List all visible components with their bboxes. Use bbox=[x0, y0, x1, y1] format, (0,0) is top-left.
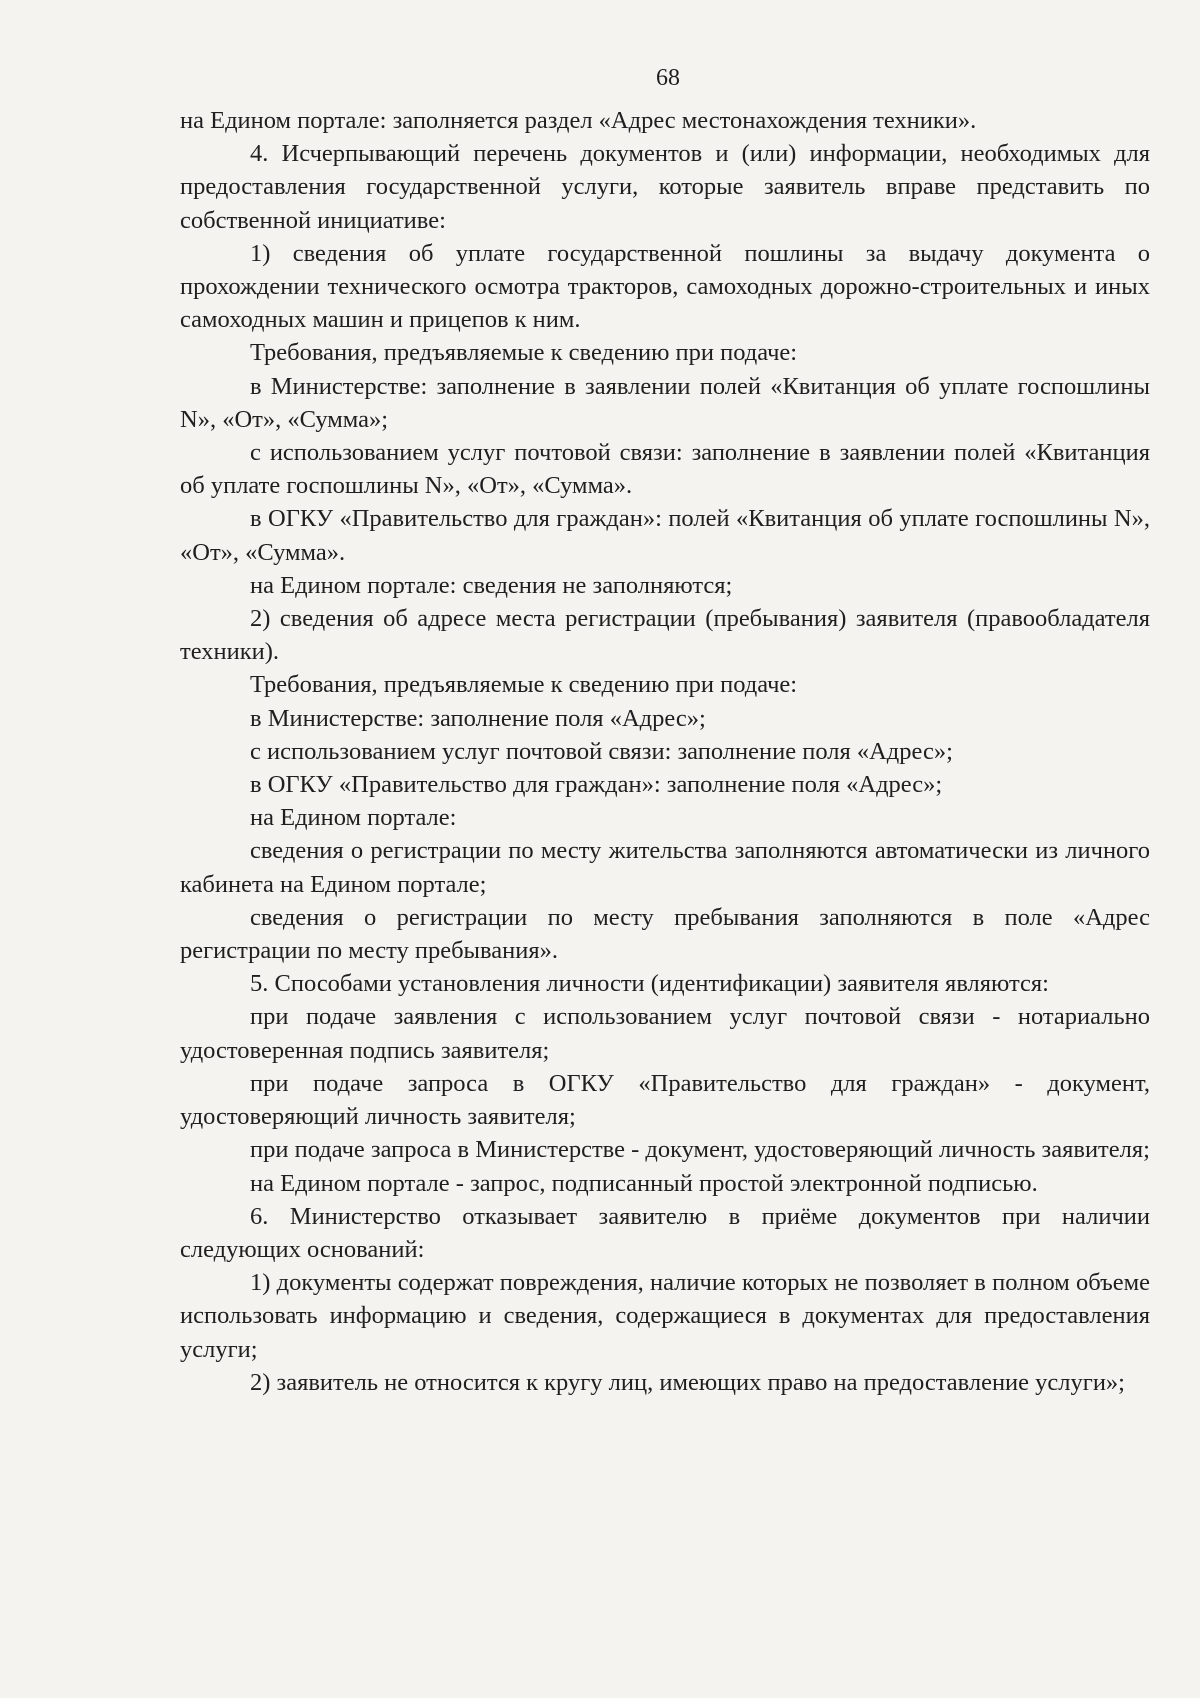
paragraph: в Министерстве: заполнение в заявлении полей «Квитанция об уплате госпошлины N», «От», «Сумма»; bbox=[180, 372, 1150, 433]
paragraph: 4. Исчерпывающий перечень документов и (или) информации, необходимых для предоставления государственной услуги, которые заявитель вправе представить по собственной инициативе: bbox=[180, 140, 1150, 234]
paragraph: при подаче заявления с использованием услуг почтовой связи - нотариально удостоверенная подпись заявителя; bbox=[180, 1003, 1150, 1064]
paragraph: 1) сведения об уплате государственной пошлины за выдачу документа о прохождении технического осмотра тракторов, самоходных дорожно-строительных и иных самоходных машин и прицепов к ним. bbox=[180, 239, 1150, 334]
paragraph: 5. Способами установления личности (идентификации) заявителя являются: bbox=[250, 970, 1049, 998]
paragraph: сведения о регистрации по месту жительства заполняются автоматически из личного кабинета на Едином портале; bbox=[180, 837, 1150, 898]
paragraph: сведения о регистрации по месту пребывания заполняются в поле «Адрес регистрации по месту пребывания». bbox=[180, 903, 1150, 965]
paragraph: Требования, предъявляемые к сведению при подаче: bbox=[250, 671, 798, 699]
paragraph: на Едином портале: bbox=[250, 804, 457, 832]
page-number: 68 bbox=[656, 65, 680, 91]
paragraph: в ОГКУ «Правительство для граждан»: заполнение поля «Адрес»; bbox=[250, 771, 943, 799]
paragraph: 2) сведения об адресе места регистрации (пребывания) заявителя (правообладателя техники). bbox=[180, 605, 1150, 666]
paragraph: 2) заявитель не относится к кругу лиц, имеющих право на предоставление услуги»; bbox=[250, 1368, 1125, 1396]
paragraph: на Едином портале: сведения не заполняются; bbox=[250, 571, 733, 599]
paragraph: при подаче запроса в Министерстве - документ, удостоверяющий личность заявителя; bbox=[250, 1136, 1150, 1164]
paragraph: на Едином портале: заполняется раздел «Адрес местонахождения техники». bbox=[180, 107, 977, 134]
paragraph: 1) документы содержат повреждения, наличие которых не позволяет в полном объеме использовать информацию и сведения, содержащиеся в документах для предоставления услуги; bbox=[180, 1269, 1150, 1363]
paragraph: при подаче запроса в ОГКУ «Правительство для граждан» - документ, удостоверяющий личность заявителя; bbox=[180, 1069, 1150, 1131]
paragraph: с использованием услуг почтовой связи: заполнение в заявлении полей «Квитанция об уплате госпошлины N», «От», «Сумма». bbox=[180, 439, 1150, 500]
document-body bbox=[180, 104, 1150, 1399]
paragraph: Требования, предъявляемые к сведению при подаче: bbox=[250, 339, 798, 367]
paragraph: в ОГКУ «Правительство для граждан»: полей «Квитанция об уплате госпошлины N», «От», «Сумма». bbox=[180, 505, 1150, 566]
paragraph: с использованием услуг почтовой связи: заполнение поля «Адрес»; bbox=[250, 737, 953, 765]
paragraph: на Едином портале - запрос, подписанный простой электронной подписью. bbox=[250, 1169, 1038, 1197]
paragraph: 6. Министерство отказывает заявителю в приёме документов при наличии следующих оснований: bbox=[180, 1202, 1150, 1263]
paragraph: в Министерстве: заполнение поля «Адрес»; bbox=[250, 704, 706, 732]
